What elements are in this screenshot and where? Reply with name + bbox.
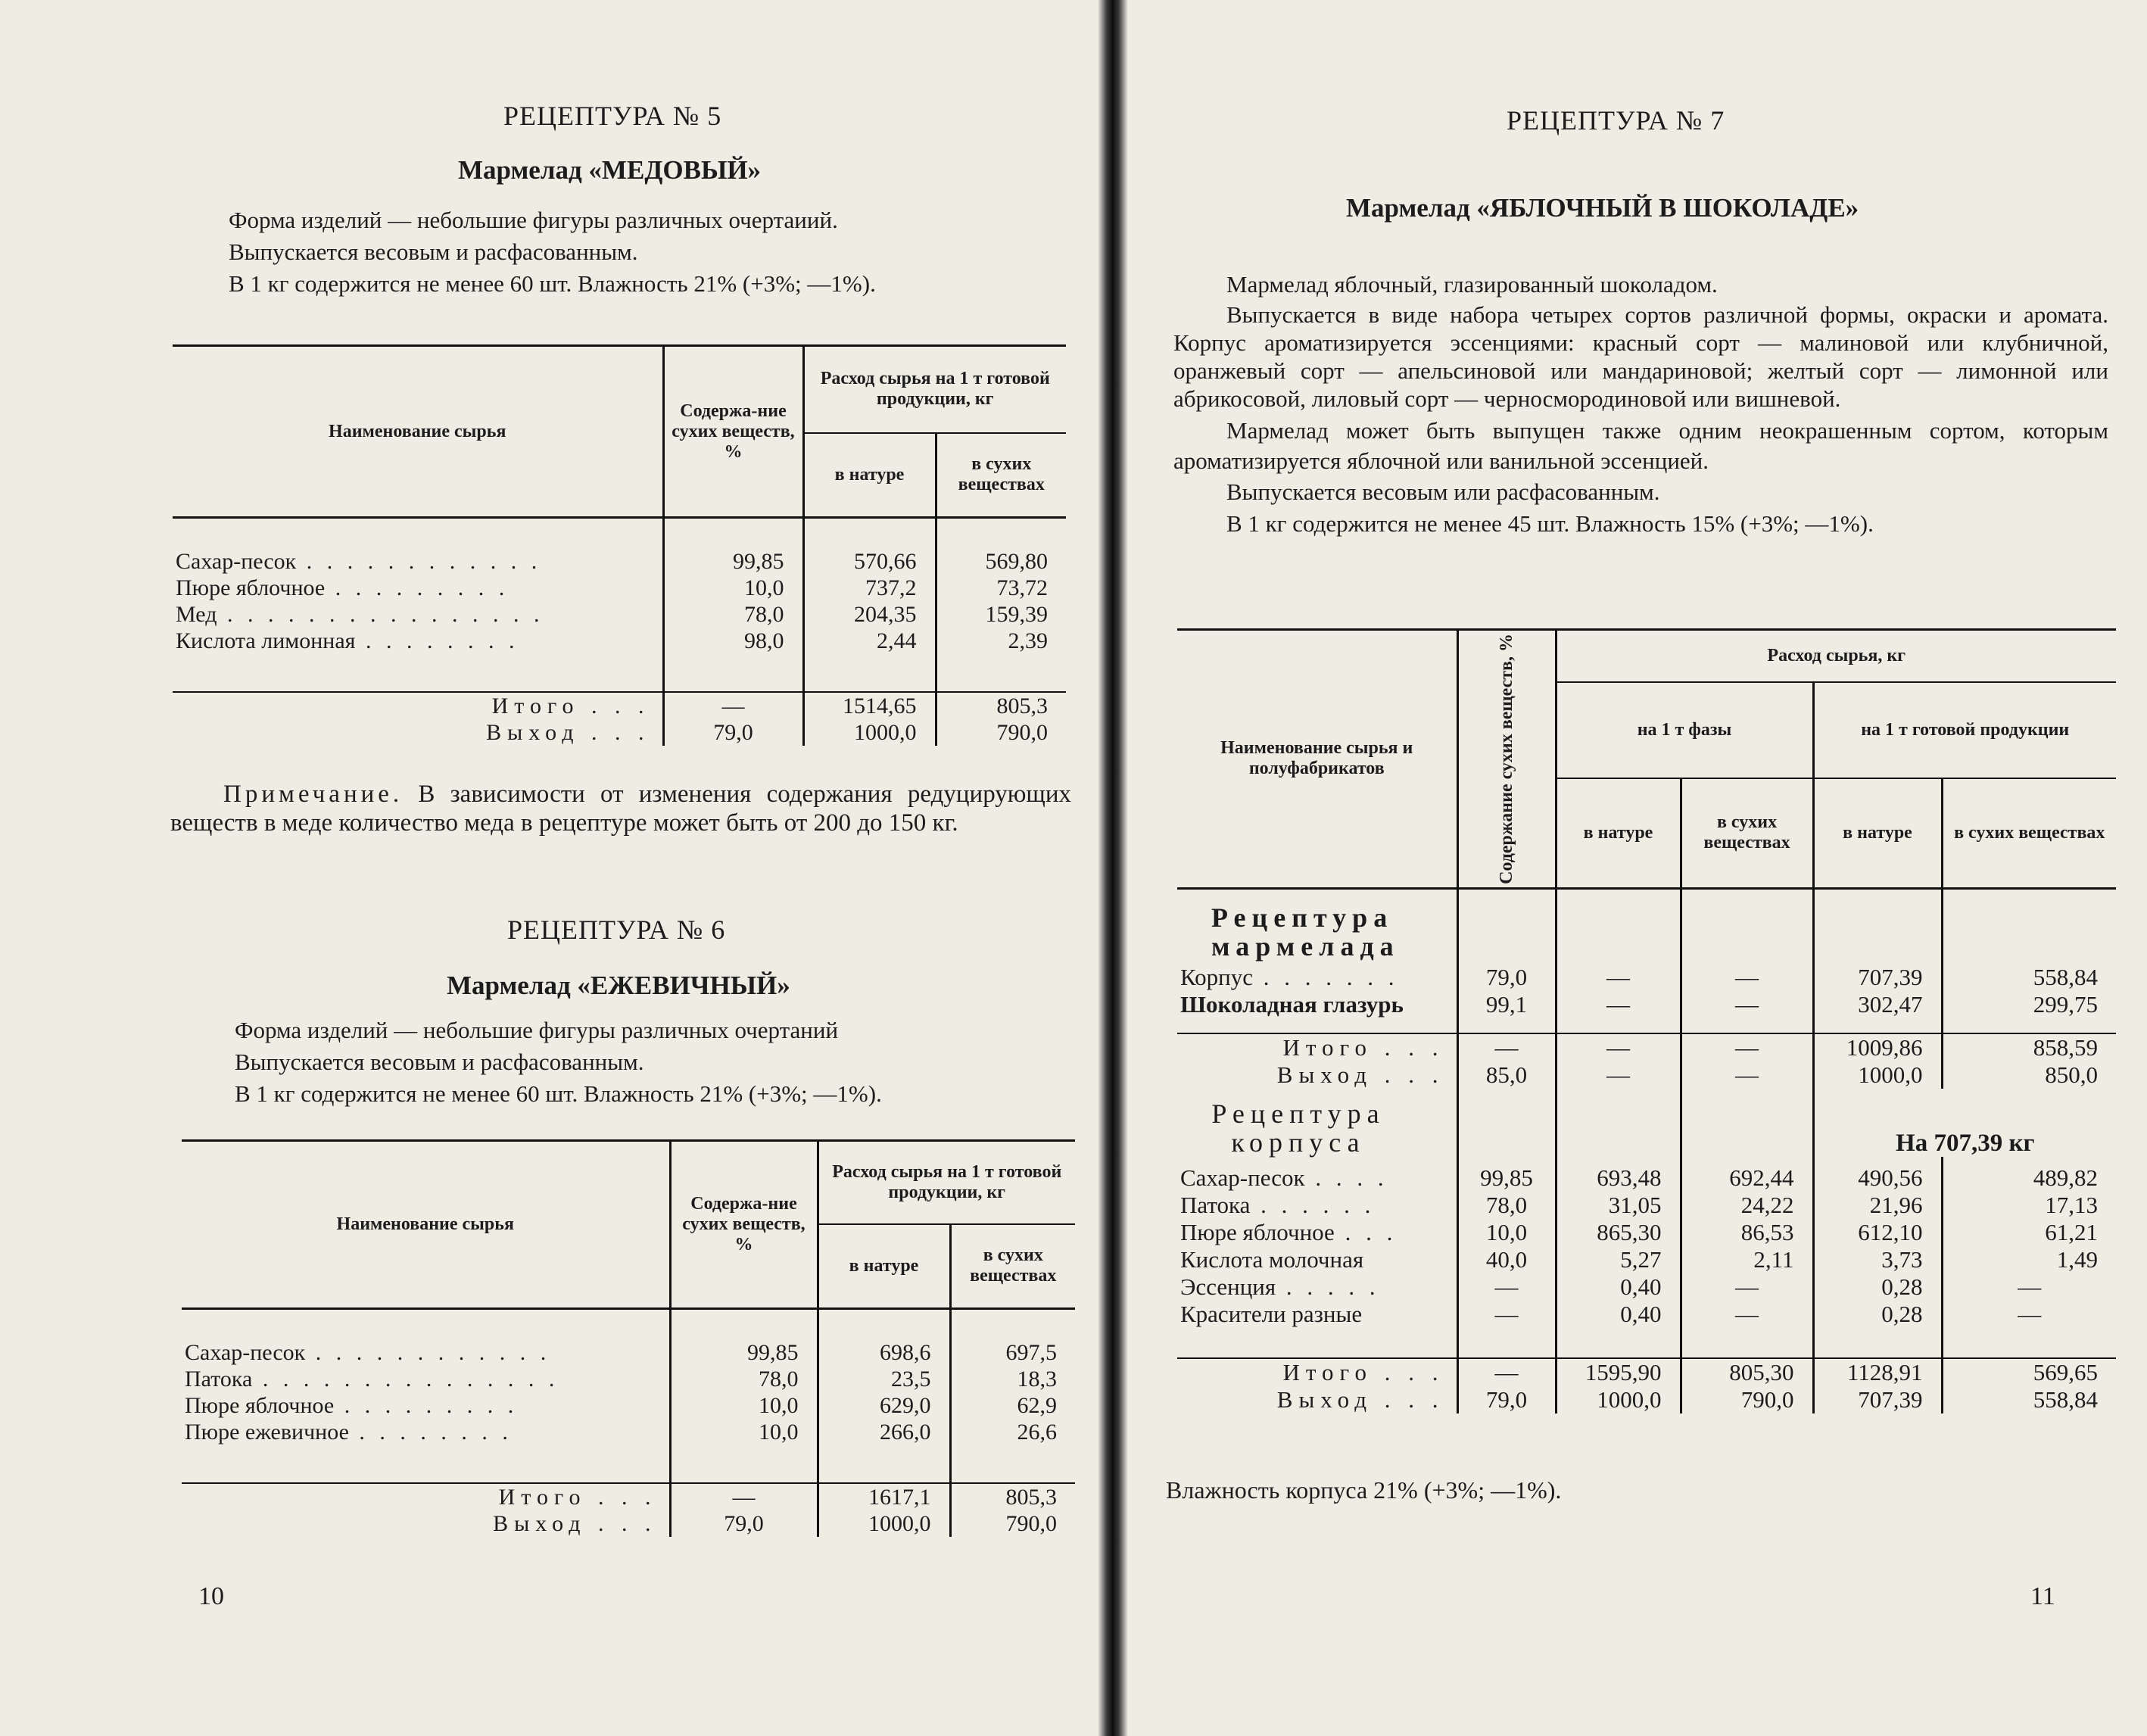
drysub-value: 569,80 (936, 548, 1066, 575)
total-prod-raw: 1009,86 (1813, 1033, 1942, 1061)
drysub-value: 697,5 (950, 1339, 1075, 1366)
table-row (1177, 1219, 2116, 1246)
table-row (1177, 1273, 2116, 1301)
col-header-drysub: в сухих веществах (950, 1224, 1075, 1309)
yield-dry: 85,0 (1457, 1061, 1556, 1089)
yield-label: Выход . . . (486, 719, 650, 745)
raw-value: 629,0 (818, 1392, 950, 1419)
yield-row (182, 1510, 1075, 1537)
ingredient-name: Патока (1180, 1192, 1251, 1219)
recipe7-title: Мармелад «ЯБЛОЧНЫЙ В ШОКОЛАДЕ» (1346, 193, 1859, 223)
table-row (182, 1419, 1075, 1445)
ingredient-name: Сахар-песок (185, 1339, 306, 1365)
table-row (1177, 1246, 2116, 1273)
ingredient-name: Корпус (1180, 964, 1253, 991)
yield-row (1177, 1386, 2116, 1413)
dry-value: 98,0 (663, 628, 803, 654)
col-header-raw: в натуре (818, 1224, 950, 1309)
dry-value: 40,0 (1457, 1246, 1556, 1273)
total-row (182, 1483, 1075, 1510)
total-phase-dry: — (1681, 1033, 1813, 1061)
recipe5-paragraph: В 1 кг содержится не менее 60 шт. Влажность 21% (+3%; —1%). (229, 270, 876, 297)
raw-value: 737,2 (803, 575, 936, 601)
page-number-left: 10 (198, 1582, 224, 1610)
dry-value: 10,0 (1457, 1219, 1556, 1246)
yield-label: Выход . . . (1276, 1061, 1444, 1089)
dry-value: — (1457, 1301, 1556, 1328)
table-row (182, 1366, 1075, 1392)
phase-raw-value: — (1556, 991, 1681, 1018)
drysub-value: 73,72 (936, 575, 1066, 601)
table-row (182, 1392, 1075, 1419)
phase-dry-value: 86,53 (1681, 1219, 1813, 1246)
raw-value: 2,44 (803, 628, 936, 654)
dry-value: 10,0 (663, 575, 803, 601)
total-phase-raw: — (1556, 1033, 1681, 1061)
leader-dots: . . . . . . . . (355, 628, 519, 653)
drysub-value: 26,6 (950, 1419, 1075, 1445)
dry-value: 10,0 (670, 1419, 818, 1445)
col-header-drysub: в сухих веществах (936, 433, 1066, 518)
phase-dry-value: — (1681, 964, 1813, 991)
recipe5-table (173, 344, 1066, 746)
raw-value: 570,66 (803, 548, 936, 575)
ingredient-name: Кислота молочная (1180, 1246, 1364, 1273)
prod-dry-value: 558,84 (1942, 964, 2116, 991)
prod-dry-value: — (1942, 1301, 2116, 1328)
recipe5-paragraph: Форма изделий — небольшие фигуры различных очертаиий. (229, 207, 838, 233)
note-text: В зависимости от изменения содержания редуцирующих веществ в меде количество меда в рецептуре может быть от 200 до 150 кг. (170, 781, 1071, 837)
col-header-phase-raw: в натуре (1556, 778, 1681, 889)
col-header-product: на 1 т готовой продукции (1813, 682, 2116, 778)
recipe5-description (176, 204, 1069, 300)
recipe5-paragraph: Выпускается весовым и расфасованным. (229, 238, 638, 265)
prod-raw-value: 21,96 (1813, 1192, 1942, 1219)
table-row (173, 575, 1066, 601)
recipe7-description (1173, 269, 2108, 540)
table-row (173, 548, 1066, 575)
recipe6-paragraph: В 1 кг содержится не менее 60 шт. Влажность 21% (+3%; —1%). (235, 1080, 882, 1107)
total-phase-dry: 805,30 (1681, 1358, 1813, 1386)
ingredient-name: Сахар-песок (176, 548, 297, 574)
phase-raw-value: 5,27 (1556, 1246, 1681, 1273)
table-row (182, 1339, 1075, 1366)
recipe5-note (170, 780, 1071, 837)
ingredient-name: Патока (185, 1366, 253, 1392)
ingredient-name: Кислота лимонная (176, 628, 356, 653)
section1-title: Рецептура мармелада (1211, 902, 1400, 962)
prod-raw-value: 302,47 (1813, 991, 1942, 1018)
leader-dots: . . . . . . . . . . . . . . . (252, 1366, 559, 1392)
ingredient-name: Мед (176, 601, 217, 627)
col-header-product-drysub: в сухих веществах (1942, 778, 2116, 889)
col-header-usage: Расход сырья на 1 т готовой продукции, кг (818, 1141, 1075, 1224)
col-header-phase: на 1 т фазы (1556, 682, 1813, 778)
col-header-name: Наименование сырья (336, 1214, 514, 1234)
yield-dry: 79,0 (1457, 1386, 1556, 1413)
leader-dots: . . . . . . . . . (334, 1392, 519, 1418)
section2-basis: На 707,39 кг (1813, 1089, 2116, 1157)
total-label: Итого . . . (1282, 1034, 1444, 1061)
prod-dry-value: 17,13 (1942, 1192, 2116, 1219)
recipe7-paragraph: Мармелад яблочный, глазированный шоколадом. (1226, 271, 1718, 298)
right-page (1128, 0, 2147, 1736)
raw-value: 23,5 (818, 1366, 950, 1392)
col-header-dry (1457, 630, 1556, 889)
yield-phase-raw: 1000,0 (1556, 1386, 1681, 1413)
dry-value: 79,0 (1457, 964, 1556, 991)
phase-dry-value: — (1681, 991, 1813, 1018)
col-header-dry: Содержа-ние сухих веществ, % (670, 1141, 818, 1309)
table-row (1177, 1301, 2116, 1328)
table-row (1177, 991, 2116, 1018)
total-drysub: 805,3 (950, 1483, 1075, 1510)
ingredient-name: Красители разные (1180, 1301, 1363, 1328)
yield-phase-raw: — (1556, 1061, 1681, 1089)
prod-dry-value: 1,49 (1942, 1246, 2116, 1273)
yield-drysub: 790,0 (950, 1510, 1075, 1537)
total-drysub: 805,3 (936, 692, 1066, 719)
table-row (1177, 964, 2116, 991)
ingredient-name: Пюре яблочное (185, 1392, 335, 1418)
col-header-name: Наименование сырья (329, 421, 506, 441)
row-name (173, 548, 663, 575)
ingredient-name: Сахар-песок (1180, 1164, 1305, 1192)
yield-phase-dry: 790,0 (1681, 1386, 1813, 1413)
prod-raw-value: 3,73 (1813, 1246, 1942, 1273)
total-raw: 1617,1 (818, 1483, 950, 1510)
phase-dry-value: 24,22 (1681, 1192, 1813, 1219)
recipe6-paragraph: Выпускается весовым и расфасованным. (235, 1049, 644, 1075)
total-prod-raw: 1128,91 (1813, 1358, 1942, 1386)
prod-raw-value: 0,28 (1813, 1273, 1942, 1301)
recipe7-paragraph: Мармелад может быть выпущен также одним неокрашенным сортом, которым ароматизируется яблочной или ванильной эссенцией. (1173, 417, 2108, 474)
col-header-name: Наименование сырья и полуфабрикатов (1220, 738, 1413, 779)
phase-raw-value: 0,40 (1556, 1273, 1681, 1301)
book-gutter (1098, 0, 1128, 1736)
leader-dots: . . . . . . . . . (325, 575, 509, 600)
dry-value: 99,85 (663, 548, 803, 575)
prod-dry-value: 299,75 (1942, 991, 2116, 1018)
col-header-usage: Расход сырья на 1 т готовой продукции, кг (803, 346, 1066, 433)
leader-dots: . . . . . . . (1252, 964, 1399, 991)
yield-prod-dry: 850,0 (1942, 1061, 2116, 1089)
col-header-phase-drysub: в сухих веществах (1681, 778, 1813, 889)
ingredient-name: Шоколадная глазурь (1180, 991, 1404, 1018)
recipe7-table (1177, 628, 2116, 1413)
table-row (173, 601, 1066, 628)
dry-value: — (1457, 1273, 1556, 1301)
phase-raw-value: — (1556, 964, 1681, 991)
phase-dry-value: 2,11 (1681, 1246, 1813, 1273)
drysub-value: 2,39 (936, 628, 1066, 654)
prod-dry-value: 489,82 (1942, 1164, 2116, 1192)
leader-dots: . . . . . . . . (348, 1419, 513, 1445)
table-row (173, 628, 1066, 654)
section-title-cell (1177, 888, 1457, 964)
dry-value: 78,0 (1457, 1192, 1556, 1219)
prod-raw-value: 612,10 (1813, 1219, 1942, 1246)
page-number-right: 11 (2030, 1582, 2055, 1610)
phase-raw-value: 865,30 (1556, 1219, 1681, 1246)
yield-row (1177, 1061, 2116, 1089)
total-dry: — (1457, 1358, 1556, 1386)
yield-dry: 79,0 (663, 719, 803, 746)
col-header-product-raw: в натуре (1813, 778, 1942, 889)
drysub-value: 18,3 (950, 1366, 1075, 1392)
total-row (173, 692, 1066, 719)
col-header-raw: в натуре (803, 433, 936, 518)
col-header-usage: Расход сырья, кг (1556, 630, 2116, 683)
leader-dots: . . . . . . . . . . . . (305, 1339, 551, 1365)
ingredient-name: Пюре яблочное (176, 575, 326, 600)
prod-dry-value: — (1942, 1273, 2116, 1301)
col-header-dry: Содержа-ние сухих веществ, % (663, 346, 803, 518)
total-label: Итого . . . (498, 1484, 657, 1510)
recipe7-paragraph: Выпускается весовым или расфасованным. (1226, 478, 1660, 505)
total-dry: — (670, 1483, 818, 1510)
yield-prod-raw: 707,39 (1813, 1386, 1942, 1413)
drysub-value: 62,9 (950, 1392, 1075, 1419)
prod-raw-value: 707,39 (1813, 964, 1942, 991)
total-label: Итого . . . (1282, 1359, 1444, 1386)
recipe6-paragraph: Форма изделий — небольшие фигуры различных очертаний (235, 1017, 839, 1043)
yield-label: Выход . . . (493, 1510, 657, 1536)
yield-label: Выход . . . (1276, 1386, 1444, 1413)
total-dry: — (663, 692, 803, 719)
dry-value: 10,0 (670, 1392, 818, 1419)
yield-prod-raw: 1000,0 (1813, 1061, 1942, 1089)
recipe7-heading: РЕЦЕПТУРА № 7 (1507, 105, 1725, 136)
raw-value: 204,35 (803, 601, 936, 628)
yield-row (173, 719, 1066, 746)
yield-raw: 1000,0 (818, 1510, 950, 1537)
recipe5-heading: РЕЦЕПТУРА № 5 (503, 101, 722, 131)
recipe7-paragraph: В 1 кг содержится не менее 45 шт. Влажность 15% (+3%; —1%). (1226, 510, 1874, 537)
dry-value: 99,85 (670, 1339, 818, 1366)
dry-value: 78,0 (663, 601, 803, 628)
prod-raw-value: 0,28 (1813, 1301, 1942, 1328)
recipe7-footnote: Влажность корпуса 21% (+3%; —1%). (1166, 1476, 1562, 1504)
col-header-dry-text: Содержание сухих веществ, % (1497, 634, 1516, 884)
ingredient-name: Пюре яблочное (1180, 1219, 1335, 1246)
drysub-value: 159,39 (936, 601, 1066, 628)
table-row (1177, 1164, 2116, 1192)
yield-dry: 79,0 (670, 1510, 818, 1537)
total-row (1177, 1358, 2116, 1386)
recipe5-title: Мармелад «МЕДОВЫЙ» (458, 155, 762, 185)
phase-raw-value: 31,05 (1556, 1192, 1681, 1219)
dry-value: 99,1 (1457, 991, 1556, 1018)
section2-title: Рецептура корпуса (1211, 1099, 1385, 1158)
total-prod-dry: 569,65 (1942, 1358, 2116, 1386)
leader-dots: . . . . (1304, 1164, 1388, 1192)
prod-dry-value: 61,21 (1942, 1219, 2116, 1246)
total-dry: — (1457, 1033, 1556, 1061)
recipe6-description (182, 1014, 1075, 1110)
ingredient-name: Эссенция (1180, 1273, 1276, 1301)
prod-raw-value: 490,56 (1813, 1164, 1942, 1192)
total-prod-dry: 858,59 (1942, 1033, 2116, 1061)
phase-dry-value: — (1681, 1301, 1813, 1328)
yield-raw: 1000,0 (803, 719, 936, 746)
note-label: Примечание. (223, 781, 404, 808)
recipe7-paragraph: Выпускается в виде набора четырех сортов различной формы, окраски и аромата. Корпус ароматизируется эссенциями: красный сорт — малиновой или клубничной, оранжевый сорт — апельсиновой или мандариновой; желтый сорт — лимонной или абрикосовой, лиловый сорт — черносмородиновой или вишневой. (1173, 301, 2108, 412)
total-label: Итого . . . (491, 693, 650, 718)
leader-dots: . . . . . (1276, 1273, 1380, 1301)
total-raw: 1514,65 (803, 692, 936, 719)
table-row (1177, 1192, 2116, 1219)
leader-dots: . . . . . . . . . . . . (296, 548, 542, 574)
yield-prod-dry: 558,84 (1942, 1386, 2116, 1413)
raw-value: 698,6 (818, 1339, 950, 1366)
phase-raw-value: 693,48 (1556, 1164, 1681, 1192)
leader-dots: . . . . . . (1250, 1192, 1376, 1219)
phase-raw-value: 0,40 (1556, 1301, 1681, 1328)
phase-dry-value: — (1681, 1273, 1813, 1301)
dry-value: 78,0 (670, 1366, 818, 1392)
total-row (1177, 1033, 2116, 1061)
raw-value: 266,0 (818, 1419, 950, 1445)
recipe6-title: Мармелад «ЕЖЕВИЧНЫЙ» (447, 971, 790, 1000)
ingredient-name: Пюре ежевичное (185, 1419, 349, 1445)
dry-value: 99,85 (1457, 1164, 1556, 1192)
yield-drysub: 790,0 (936, 719, 1066, 746)
leader-dots: . . . . . . . . . . . . . . . . (217, 601, 544, 627)
yield-phase-dry: — (1681, 1061, 1813, 1089)
phase-dry-value: 692,44 (1681, 1164, 1813, 1192)
recipe6-table (182, 1139, 1075, 1537)
leader-dots: . . . (1334, 1219, 1398, 1246)
total-phase-raw: 1595,90 (1556, 1358, 1681, 1386)
recipe6-heading: РЕЦЕПТУРА № 6 (507, 915, 726, 945)
